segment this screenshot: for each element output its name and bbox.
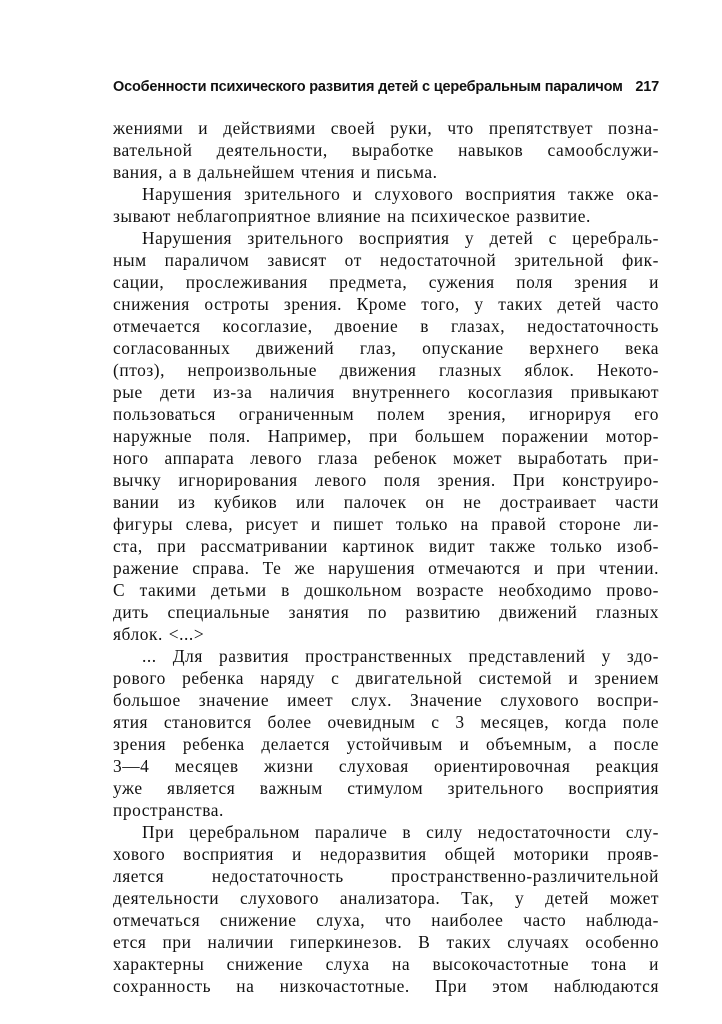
text-line: большое значение имеет слух. Значение слухового воспри- bbox=[113, 690, 659, 710]
text-line: уже является важным стимулом зрительного восприятия bbox=[113, 778, 659, 798]
text-line: отмечается косоглазие, двоение в глазах, недостаточность bbox=[113, 316, 659, 336]
text-line: Нарушения зрительного и слухового восприятия также ока- bbox=[142, 184, 659, 204]
body-text bbox=[113, 117, 659, 997]
text-line: ется при наличии гиперкинезов. В таких случаях особенно bbox=[113, 932, 659, 952]
text-line: вании из кубиков или палочек он не достраивает части bbox=[113, 492, 659, 512]
text-line: пользоваться ограниченным полем зрения, игнорируя его bbox=[113, 404, 659, 424]
running-title: Особенности психического развития детей с церебральным параличом bbox=[113, 79, 623, 95]
text-line: яблок. <...> bbox=[113, 624, 205, 644]
text-line: вычку игнорирования левого поля зрения. При конструиро- bbox=[113, 470, 659, 490]
text-line: 3—4 месяцев жизни слуховая ориентировочная реакция bbox=[113, 756, 659, 776]
text-line: ляется недостаточность пространственно-различительной bbox=[113, 866, 659, 886]
text-line: ... Для развития пространственных представлений у здо- bbox=[142, 646, 659, 666]
text-line: пространства. bbox=[113, 800, 224, 820]
text-line: При церебральном параличе в силу недостаточности слу- bbox=[142, 822, 659, 842]
text-line: С такими детьми в дошкольном возрасте необходимо прово- bbox=[113, 580, 659, 600]
text-line: дить специальные занятия по развитию движений глазных bbox=[113, 602, 659, 622]
text-line: характерны снижение слуха на высокочастотные тона и bbox=[113, 954, 659, 974]
text-line: согласованных движений глаз, опускание верхнего века bbox=[113, 338, 659, 358]
text-line: рые дети из-за наличия внутреннего косоглазия привыкают bbox=[113, 382, 659, 402]
page-number: 217 bbox=[635, 79, 659, 95]
text-line: зрения ребенка делается устойчивым и объемным, а после bbox=[113, 734, 659, 754]
text-line: сации, прослеживания предмета, сужения поля зрения и bbox=[113, 272, 659, 292]
text-line: сохранность на низкочастотные. При этом наблюдаются bbox=[113, 976, 659, 996]
text-line: отмечаться снижение слуха, что наиболее часто наблюда- bbox=[113, 910, 659, 930]
text-line: жениями и действиями своей руки, что препятствует позна- bbox=[113, 118, 659, 138]
text-line: ражение справа. Те же нарушения отмечаются и при чтении. bbox=[113, 558, 659, 578]
text-line: вания, а в дальнейшем чтения и письма. bbox=[113, 162, 438, 182]
text-line: вательной деятельности, выработке навыков самообслужи- bbox=[113, 140, 659, 160]
running-header bbox=[113, 79, 659, 95]
text-line: ятия становится более очевидным с 3 месяцев, когда поле bbox=[113, 712, 659, 732]
text-line: фигуры слева, рисует и пишет только на правой стороне ли- bbox=[113, 514, 659, 534]
text-line: деятельности слухового анализатора. Так, у детей может bbox=[113, 888, 659, 908]
text-line: ста, при рассматривании картинок видит также только изоб- bbox=[113, 536, 659, 556]
text-line: хового восприятия и недоразвития общей моторики прояв- bbox=[113, 844, 659, 864]
text-line: рового ребенка наряду с двигательной системой и зрением bbox=[113, 668, 659, 688]
text-line: снижения остроты зрения. Кроме того, у таких детей часто bbox=[113, 294, 659, 314]
text-line: зывают неблагоприятное влияние на психическое развитие. bbox=[113, 206, 591, 226]
text-line: (птоз), непроизвольные движения глазных яблок. Некото- bbox=[113, 360, 659, 380]
text-line: Нарушения зрительного восприятия у детей с церебраль- bbox=[142, 228, 659, 248]
text-line: ным параличом зависят от недостаточной зрительной фик- bbox=[113, 250, 659, 270]
text-line: наружные поля. Например, при большем поражении мотор- bbox=[113, 426, 659, 446]
text-line: ного аппарата левого глаза ребенок может выработать при- bbox=[113, 448, 659, 468]
